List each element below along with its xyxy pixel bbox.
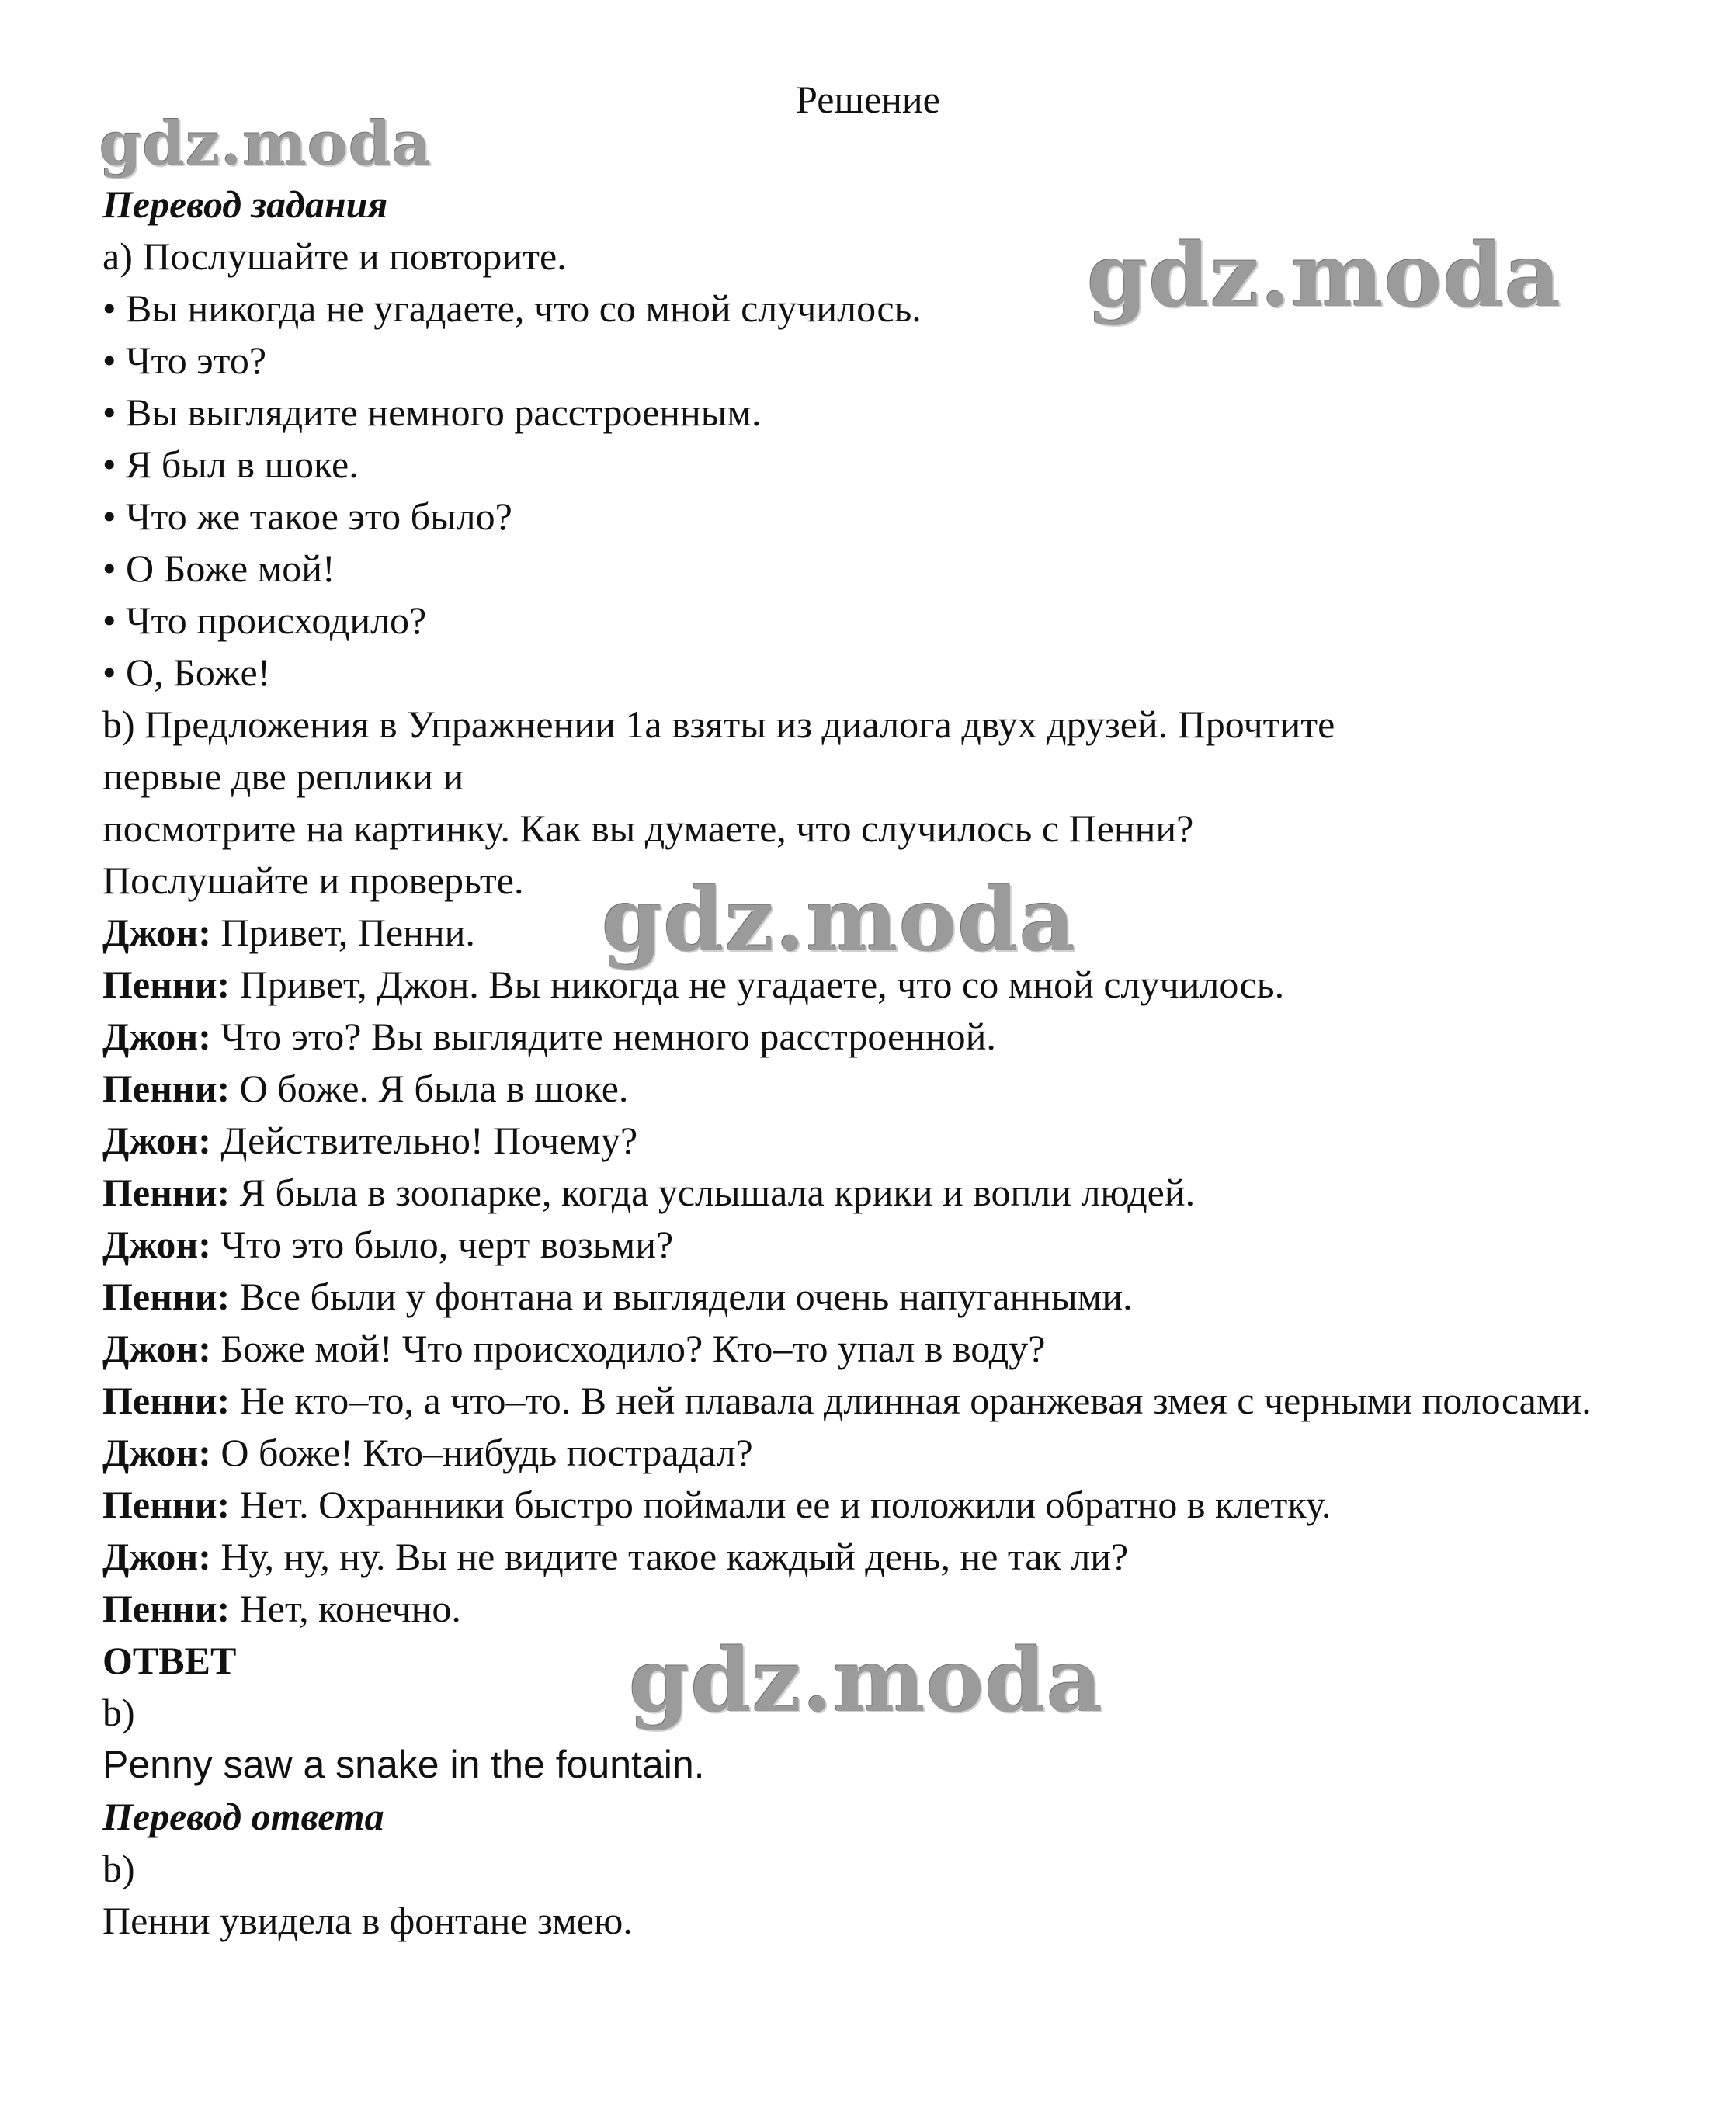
answer-translation-text: Пенни увидела в фонтане змею. — [102, 1899, 633, 1942]
answer-translation-label: b) — [102, 1847, 135, 1890]
dialogue-text: Я была в зоопарке, когда услышала крики и вопли людей. — [230, 1171, 1196, 1214]
watermark: gdz.moda — [99, 109, 432, 179]
part-b-line: посмотрите на картинку. Как вы думаете, что случилось с Пенни? — [102, 807, 1194, 850]
dialogue-line — [102, 1531, 1647, 1583]
dialogue-line — [102, 1219, 1647, 1271]
speaker-name: Пенни: — [102, 1379, 231, 1422]
speaker-name: Пенни: — [102, 1275, 231, 1318]
speaker-name: Джон: — [102, 1535, 211, 1578]
speaker-name: Джон: — [102, 1327, 211, 1370]
dialogue-line — [102, 1427, 1647, 1479]
part-a-item: • Я был в шоке. — [102, 442, 359, 486]
watermark: gdz.moda — [1087, 225, 1562, 327]
dialogue-line — [102, 1271, 1647, 1323]
dialogue-text: О боже. Я была в шоке. — [230, 1067, 629, 1110]
dialogue-text: Что это? Вы выглядите немного расстроенной. — [210, 1015, 996, 1058]
dialogue-line — [102, 1011, 1647, 1063]
speaker-name: Джон: — [102, 1015, 211, 1058]
dialogue-text: О боже! Кто–нибудь пострадал? — [210, 1431, 753, 1474]
dialogue-text: Привет, Пенни. — [210, 911, 475, 954]
dialogue-text: Ну, ну, ну. Вы не видите такое каждый день, не так ли? — [210, 1535, 1129, 1578]
part-a-item: • Что же такое это было? — [102, 494, 512, 538]
part-a-item: • Вы никогда не угадаете, что со мной случилось. — [102, 286, 922, 330]
page-title: Решение — [796, 78, 940, 121]
speaker-name: Пенни: — [102, 1067, 231, 1110]
speaker-name: Пенни: — [102, 1587, 231, 1630]
dialogue-line — [102, 1167, 1647, 1219]
dialogue-line — [102, 1375, 1647, 1427]
task-heading: Перевод задания — [102, 182, 388, 226]
dialogue-line — [102, 1323, 1647, 1375]
speaker-name: Пенни: — [102, 1483, 231, 1526]
speaker-name: Джон: — [102, 1223, 211, 1266]
part-a-item: • Что это? — [102, 338, 267, 382]
dialogue-text: Боже мой! Что происходило? Кто–то упал в воду? — [210, 1327, 1046, 1370]
part-a-item: • О, Боже! — [102, 651, 271, 694]
answer-translation-heading: Перевод ответа — [102, 1795, 384, 1838]
part-a-item: • Что происходило? — [102, 599, 427, 642]
dialogue-text: Не кто–то, а что–то. В ней плавала длинная оранжевая змея с черными полосами. — [230, 1379, 1592, 1422]
speaker-name: Джон: — [102, 1431, 211, 1474]
part-a-item: • Вы выглядите немного расстроенным. — [102, 390, 762, 434]
dialogue-line — [102, 1115, 1647, 1167]
dialogue-line — [102, 1063, 1647, 1115]
dialogue-line — [102, 1479, 1647, 1531]
speaker-name: Джон: — [102, 1119, 211, 1162]
answer-text: Penny saw a snake in the fountain. — [102, 1743, 705, 1786]
answer-label: b) — [102, 1691, 135, 1734]
speaker-name: Пенни: — [102, 1171, 231, 1214]
speaker-name: Пенни: — [102, 963, 231, 1006]
dialogue-text: Все были у фонтана и выглядели очень напуганными. — [230, 1275, 1133, 1318]
part-b-line: Послушайте и проверьте. — [102, 859, 524, 902]
dialogue-text: Нет. Охранники быстро поймали ее и положили обратно в клетку. — [230, 1483, 1332, 1526]
part-b-line: первые две реплики и — [102, 755, 464, 798]
dialogue-line — [102, 1583, 1647, 1635]
dialogue-text: Что это было, черт возьми? — [210, 1223, 674, 1266]
part-a-item: • О Боже мой! — [102, 546, 335, 590]
part-a-intro: a) Послушайте и повторите. — [102, 234, 567, 278]
dialogue-text: Нет, конечно. — [230, 1587, 461, 1630]
dialogue-text: Действительно! Почему? — [210, 1119, 638, 1162]
part-b-line: b) Предложения в Упражнении 1а взяты из диалога двух друзей. Прочтите — [102, 703, 1335, 746]
answer-heading: ОТВЕТ — [102, 1639, 237, 1682]
dialogue-text: Привет, Джон. Вы никогда не угадаете, что со мной случилось. — [230, 963, 1285, 1006]
watermark: gdz.moda — [629, 1630, 1104, 1732]
speaker-name: Джон: — [102, 911, 211, 954]
watermark: gdz.moda — [602, 869, 1077, 971]
